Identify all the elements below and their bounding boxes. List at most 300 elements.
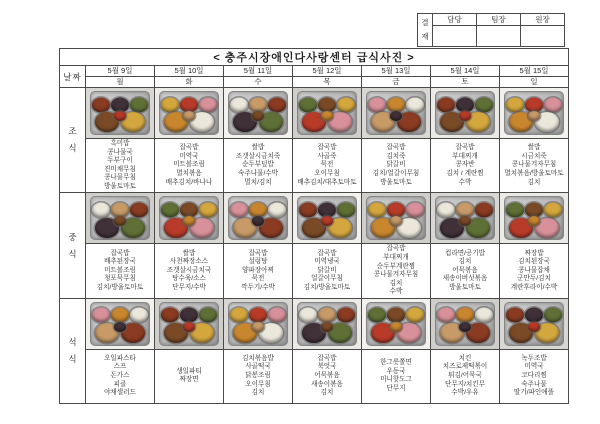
date-cell: 5월 10일	[155, 66, 224, 77]
weekday-cell: 수	[224, 77, 293, 88]
menu-cell	[362, 139, 431, 193]
menu-cell	[293, 139, 362, 193]
food-bowl	[130, 202, 148, 217]
meal-photo	[431, 88, 499, 138]
menu-item: 김치죽	[386, 152, 406, 160]
meal-photo	[155, 88, 223, 138]
food-bowl	[130, 308, 148, 323]
food-tray	[228, 302, 288, 346]
menu-item: 깍두기/수박	[241, 283, 275, 291]
food-bowl	[337, 308, 355, 323]
food-bowl	[230, 202, 248, 217]
food-tray	[90, 302, 150, 346]
menu-item: 수박/우유	[451, 389, 479, 397]
menu-item: 생일파티	[176, 367, 202, 375]
food-bowl	[337, 202, 355, 217]
menu-item: 청포묵무침	[104, 275, 136, 283]
menu-item: 미역냉국	[314, 258, 340, 266]
menu-item: 오일파스타	[104, 354, 136, 362]
menu-item: 딸기/파인애플	[513, 389, 555, 397]
food-bowl	[318, 97, 336, 112]
menu-item: 새송이버섯볶음	[442, 275, 488, 283]
date-row	[60, 66, 569, 77]
menu-row	[60, 349, 569, 403]
food-bowl	[92, 97, 110, 112]
food-bowl	[387, 308, 405, 323]
date-cell: 5월 13일	[362, 66, 431, 77]
menu-item: 미역국	[179, 152, 199, 160]
menu-item: 묵전	[251, 275, 265, 283]
photo-cell	[224, 88, 293, 139]
food-tray	[228, 91, 288, 135]
meal-photo	[224, 88, 292, 138]
date-cell: 5월 15일	[500, 66, 569, 77]
food-bowl	[111, 202, 129, 217]
photo-cell	[86, 298, 155, 349]
food-bowl	[161, 308, 179, 323]
menu-item: 우동국	[386, 367, 406, 375]
menu-item: 단무지/치킨무	[444, 380, 486, 388]
menu-item: 잡곡밥	[317, 354, 337, 362]
menu-item: 김치/방울토마토	[303, 283, 351, 291]
meal-table	[59, 48, 569, 404]
menu-item: 돈가스	[110, 371, 130, 379]
menu-item: 콩나물겨자무침	[511, 161, 557, 169]
food-tray	[366, 91, 426, 135]
food-bowl	[180, 202, 198, 217]
food-bowl	[249, 308, 267, 323]
food-bowl	[249, 202, 267, 217]
food-bowl	[459, 111, 471, 121]
menu-item: 사천짜장소스	[169, 258, 209, 266]
food-bowl	[92, 308, 110, 323]
menu-item: 쌀밥	[527, 144, 541, 152]
menu-cell	[86, 244, 155, 298]
photo-cell	[86, 193, 155, 244]
food-bowl	[437, 308, 455, 323]
menu-item: 김치/얼갈이무침	[372, 169, 420, 177]
food-bowl	[387, 97, 405, 112]
meal-label-char: 중	[68, 231, 77, 242]
weekday-cell: 화	[155, 77, 224, 88]
food-bowl	[506, 308, 524, 323]
menu-item: 조갯살시금치국	[166, 266, 212, 274]
menu-item: 미트볼조림	[104, 266, 136, 274]
food-bowl	[387, 202, 405, 217]
menu-item: 짜장밥	[524, 249, 544, 257]
menu-cell	[500, 349, 569, 403]
menu-item: 콩자반	[455, 161, 475, 169]
menu-item: 미트볼조림	[173, 161, 205, 169]
meal-photo	[224, 193, 292, 243]
photo-cell	[362, 298, 431, 349]
date-cell: 5월 14일	[431, 66, 500, 77]
menu-item: 닭갈비	[317, 266, 337, 274]
food-bowl	[437, 97, 455, 112]
menu-item: 양파장아찌	[242, 266, 274, 274]
menu-cell	[224, 349, 293, 403]
menu-cell	[86, 349, 155, 403]
meal-photo	[431, 299, 499, 349]
meal-label-char: 조	[68, 126, 77, 137]
menu-cell	[155, 139, 224, 193]
menu-item: 부대찌개	[452, 152, 478, 160]
menu-item: 어묵볶음	[452, 266, 478, 274]
photo-cell	[293, 193, 362, 244]
menu-item: 미역국	[524, 363, 544, 371]
food-bowl	[199, 308, 217, 323]
menu-item: 진미채무침	[104, 165, 136, 173]
food-tray	[297, 91, 357, 135]
menu-item: 설렁탕	[248, 258, 268, 266]
menu-item: 쌀밥	[251, 144, 265, 152]
food-bowl	[475, 308, 493, 323]
menu-item: 계란후라이/수박	[510, 283, 558, 291]
food-tray	[435, 302, 495, 346]
food-bowl	[321, 111, 333, 121]
photo-cell	[155, 298, 224, 349]
menu-cell	[431, 139, 500, 193]
food-bowl	[252, 216, 264, 226]
photo-cell	[224, 193, 293, 244]
food-bowl	[183, 111, 195, 121]
menu-cell	[293, 349, 362, 403]
food-bowl	[252, 322, 264, 332]
menu-item: 부대찌개	[383, 253, 409, 261]
menu-item: 배추된장국	[104, 258, 136, 266]
food-bowl	[318, 308, 336, 323]
approval-signature-cell	[521, 26, 565, 47]
meal-photo	[86, 193, 154, 243]
food-bowl	[299, 97, 317, 112]
menu-item: 컵라면/공기밥	[444, 249, 486, 257]
menu-cell	[500, 139, 569, 193]
menu-item: 조갯살시금치죽	[235, 152, 281, 160]
weekday-row	[60, 77, 569, 88]
menu-item: 짜장면	[179, 376, 199, 384]
menu-item: 쌀밥	[182, 249, 196, 257]
food-tray	[297, 302, 357, 346]
menu-item: 사골죽	[317, 152, 337, 160]
meal-row-label	[60, 298, 86, 403]
meal-label-char: 식	[68, 353, 77, 364]
food-bowl	[92, 202, 110, 217]
food-bowl	[406, 97, 424, 112]
food-bowl	[475, 97, 493, 112]
meal-photo	[500, 193, 568, 243]
weekday-cell: 목	[293, 77, 362, 88]
menu-item: 김치된장국	[518, 258, 550, 266]
food-bowl	[528, 216, 540, 226]
menu-item: 군만두/김치	[517, 275, 551, 283]
food-bowl	[111, 308, 129, 323]
food-bowl	[437, 202, 455, 217]
food-bowl	[506, 202, 524, 217]
menu-item: 잡곡밥	[386, 144, 406, 152]
food-bowl	[456, 308, 474, 323]
food-bowl	[390, 216, 402, 226]
menu-item: 콩나물잡채	[518, 266, 550, 274]
menu-item: 콩나물국	[107, 148, 133, 156]
food-bowl	[544, 97, 562, 112]
food-bowl	[321, 322, 333, 332]
menu-cell	[86, 139, 155, 193]
food-bowl	[268, 202, 286, 217]
food-bowl	[180, 308, 198, 323]
title-row	[60, 49, 569, 66]
approval-column-damdang: 담당	[433, 14, 477, 26]
meal-label-char: 식	[68, 143, 77, 154]
food-bowl	[406, 202, 424, 217]
menu-cell	[293, 244, 362, 298]
menu-item: 녹두조밥	[521, 354, 547, 362]
photo-cell	[362, 193, 431, 244]
approval-table	[417, 13, 565, 47]
menu-item: 닭봉조림	[245, 371, 271, 379]
menu-item: 김치	[458, 258, 472, 266]
food-bowl	[456, 97, 474, 112]
food-bowl	[528, 322, 540, 332]
food-bowl	[406, 308, 424, 323]
menu-item: 잡곡밥	[110, 249, 130, 257]
menu-cell	[224, 244, 293, 298]
meal-photo	[431, 193, 499, 243]
photo-cell	[500, 88, 569, 139]
food-bowl	[268, 97, 286, 112]
menu-item: 김치	[251, 389, 265, 397]
menu-item: 시금치죽	[521, 152, 547, 160]
food-tray	[504, 91, 564, 135]
menu-item: 한그릇쫄면	[380, 359, 412, 367]
menu-item: 멸치볶음/방울토마토	[504, 169, 564, 177]
meal-row-label	[60, 88, 86, 193]
approval-signature-cell	[477, 26, 521, 47]
menu-item: 두부구이	[107, 157, 133, 165]
menu-item: 치즈로제떡볶이	[442, 363, 488, 371]
food-bowl	[114, 216, 126, 226]
menu-item: 잡곡밥	[179, 144, 199, 152]
food-bowl	[525, 202, 543, 217]
menu-item: 얼갈이무침	[311, 275, 343, 283]
menu-item: 야채샐러드	[104, 389, 136, 397]
food-bowl	[544, 308, 562, 323]
food-bowl	[459, 322, 471, 332]
menu-cell	[224, 139, 293, 193]
food-bowl	[249, 97, 267, 112]
food-bowl	[299, 202, 317, 217]
approval-stamp-label	[418, 14, 433, 47]
menu-row	[60, 139, 569, 193]
photo-cell	[362, 88, 431, 139]
food-bowl	[368, 308, 386, 323]
food-tray	[297, 196, 357, 240]
menu-cell	[155, 244, 224, 298]
menu-item: 잡곡밥	[248, 249, 268, 257]
menu-item: 방울토마토	[104, 182, 136, 190]
food-bowl	[114, 322, 126, 332]
menu-cell	[362, 244, 431, 298]
food-bowl	[318, 202, 336, 217]
approval-stamp-char: 재	[421, 32, 429, 41]
food-bowl	[390, 111, 402, 121]
meal-label-char: 식	[68, 248, 77, 259]
food-bowl	[506, 97, 524, 112]
menu-item: 흑미밥	[110, 140, 130, 147]
menu-item: 치킨	[458, 354, 472, 362]
menu-item: 김치	[527, 178, 541, 186]
food-bowl	[230, 308, 248, 323]
menu-item: 새송이볶음	[311, 380, 343, 388]
menu-item: 잡곡밥	[317, 144, 337, 152]
date-cell: 5월 11일	[224, 66, 293, 77]
food-bowl	[180, 97, 198, 112]
photo-cell	[431, 193, 500, 244]
food-bowl	[459, 216, 471, 226]
photo-cell	[155, 88, 224, 139]
menu-item: 단무지	[386, 384, 406, 392]
menu-cell	[431, 244, 500, 298]
food-bowl	[368, 97, 386, 112]
photo-cell	[500, 298, 569, 349]
meal-label-char: 석	[68, 336, 77, 347]
menu-cell	[500, 244, 569, 298]
food-bowl	[230, 97, 248, 112]
food-bowl	[525, 308, 543, 323]
menu-item: 닭갈비	[386, 161, 406, 169]
food-tray	[504, 196, 564, 240]
menu-item: 수박	[458, 178, 472, 186]
menu-row	[60, 244, 569, 298]
weekday-cell: 일	[500, 77, 569, 88]
food-bowl	[525, 97, 543, 112]
weekday-cell: 토	[431, 77, 500, 88]
menu-item: 콩나물겨자무침	[373, 271, 419, 279]
menu-item: 콩나물무침	[104, 174, 136, 182]
menu-item: 오이무침	[245, 380, 271, 388]
meal-photo	[86, 299, 154, 349]
food-bowl	[321, 216, 333, 226]
menu-item: 미니핫도그	[380, 376, 412, 384]
menu-item: 튀김/어묵국	[448, 371, 482, 379]
menu-item: 김치볶음밥	[242, 354, 274, 362]
photo-cell	[431, 298, 500, 349]
menu-item: 북엇국	[317, 363, 337, 371]
approval-signature-cell	[433, 26, 477, 47]
photo-cell	[155, 193, 224, 244]
menu-item: 묵전	[320, 161, 334, 169]
meal-photo	[362, 193, 430, 243]
photo-row	[60, 298, 569, 349]
food-bowl	[183, 216, 195, 226]
menu-item: 김치 / 계란찜	[446, 169, 484, 177]
menu-cell	[155, 349, 224, 403]
menu-item: 김치/방울토마토	[96, 283, 144, 291]
food-bowl	[130, 97, 148, 112]
approval-column-timjang: 팀장	[477, 14, 521, 26]
food-bowl	[337, 97, 355, 112]
menu-item: 단무지/수박	[172, 283, 206, 291]
menu-item: 어묵볶음	[314, 371, 340, 379]
menu-item: 순두부계란찜	[376, 262, 416, 270]
food-bowl	[299, 308, 317, 323]
food-bowl	[161, 202, 179, 217]
meal-photo	[362, 88, 430, 138]
food-tray	[435, 91, 495, 135]
food-bowl	[199, 97, 217, 112]
photo-cell	[86, 88, 155, 139]
food-bowl	[199, 202, 217, 217]
menu-item: 김치	[389, 279, 403, 287]
food-bowl	[114, 111, 126, 121]
menu-item: 숙주나물/수박	[237, 169, 279, 177]
photo-cell	[224, 298, 293, 349]
food-tray	[366, 196, 426, 240]
food-bowl	[528, 111, 540, 121]
meal-photo	[500, 299, 568, 349]
table-title: < 충주시장애인다사랑센터 급식사진 >	[60, 49, 569, 66]
photo-row	[60, 88, 569, 139]
food-bowl	[390, 322, 402, 332]
food-tray	[228, 196, 288, 240]
menu-item: 피클	[113, 380, 127, 388]
menu-item: 잡곡밥	[317, 249, 337, 257]
menu-cell	[431, 349, 500, 403]
food-tray	[90, 91, 150, 135]
approval-stamp-char: 결	[421, 17, 429, 27]
menu-item: 오이무침	[314, 169, 340, 177]
meal-row-label	[60, 193, 86, 298]
meal-photo	[155, 299, 223, 349]
menu-item: 코다리찜	[521, 371, 547, 379]
food-bowl	[544, 202, 562, 217]
menu-item: 배추김치/바나나	[165, 178, 213, 186]
photo-cell	[293, 88, 362, 139]
date-cell: 5월 12일	[293, 66, 362, 77]
date-label: 날짜	[60, 66, 86, 88]
menu-item: 방울토마토	[449, 283, 481, 291]
weekday-cell: 월	[86, 77, 155, 88]
food-bowl	[111, 97, 129, 112]
food-bowl	[268, 308, 286, 323]
food-bowl	[456, 202, 474, 217]
menu-item: 사골떡국	[245, 363, 271, 371]
menu-item: 멸치/김치	[244, 178, 272, 186]
menu-item: 김치	[320, 389, 334, 397]
photo-cell	[431, 88, 500, 139]
food-tray	[159, 302, 219, 346]
food-tray	[90, 196, 150, 240]
approval-column-wonjang: 원장	[521, 14, 565, 26]
food-tray	[159, 91, 219, 135]
meal-photo	[500, 88, 568, 138]
menu-item: 배추김치/대추토마토	[297, 178, 357, 186]
food-bowl	[368, 202, 386, 217]
menu-cell	[362, 349, 431, 403]
food-bowl	[161, 97, 179, 112]
menu-item: 숙주나물	[521, 380, 547, 388]
meal-photo	[362, 299, 430, 349]
menu-item: 수박	[389, 288, 403, 296]
food-tray	[366, 302, 426, 346]
menu-item: 잡곡밥	[455, 144, 475, 152]
menu-item: 멸치볶음	[176, 169, 202, 177]
meal-photo	[293, 299, 361, 349]
food-bowl	[252, 111, 264, 121]
date-cell: 5월 9일	[86, 66, 155, 77]
menu-item: 순두부덮밥	[242, 161, 274, 169]
food-tray	[504, 302, 564, 346]
meal-photo	[293, 88, 361, 138]
